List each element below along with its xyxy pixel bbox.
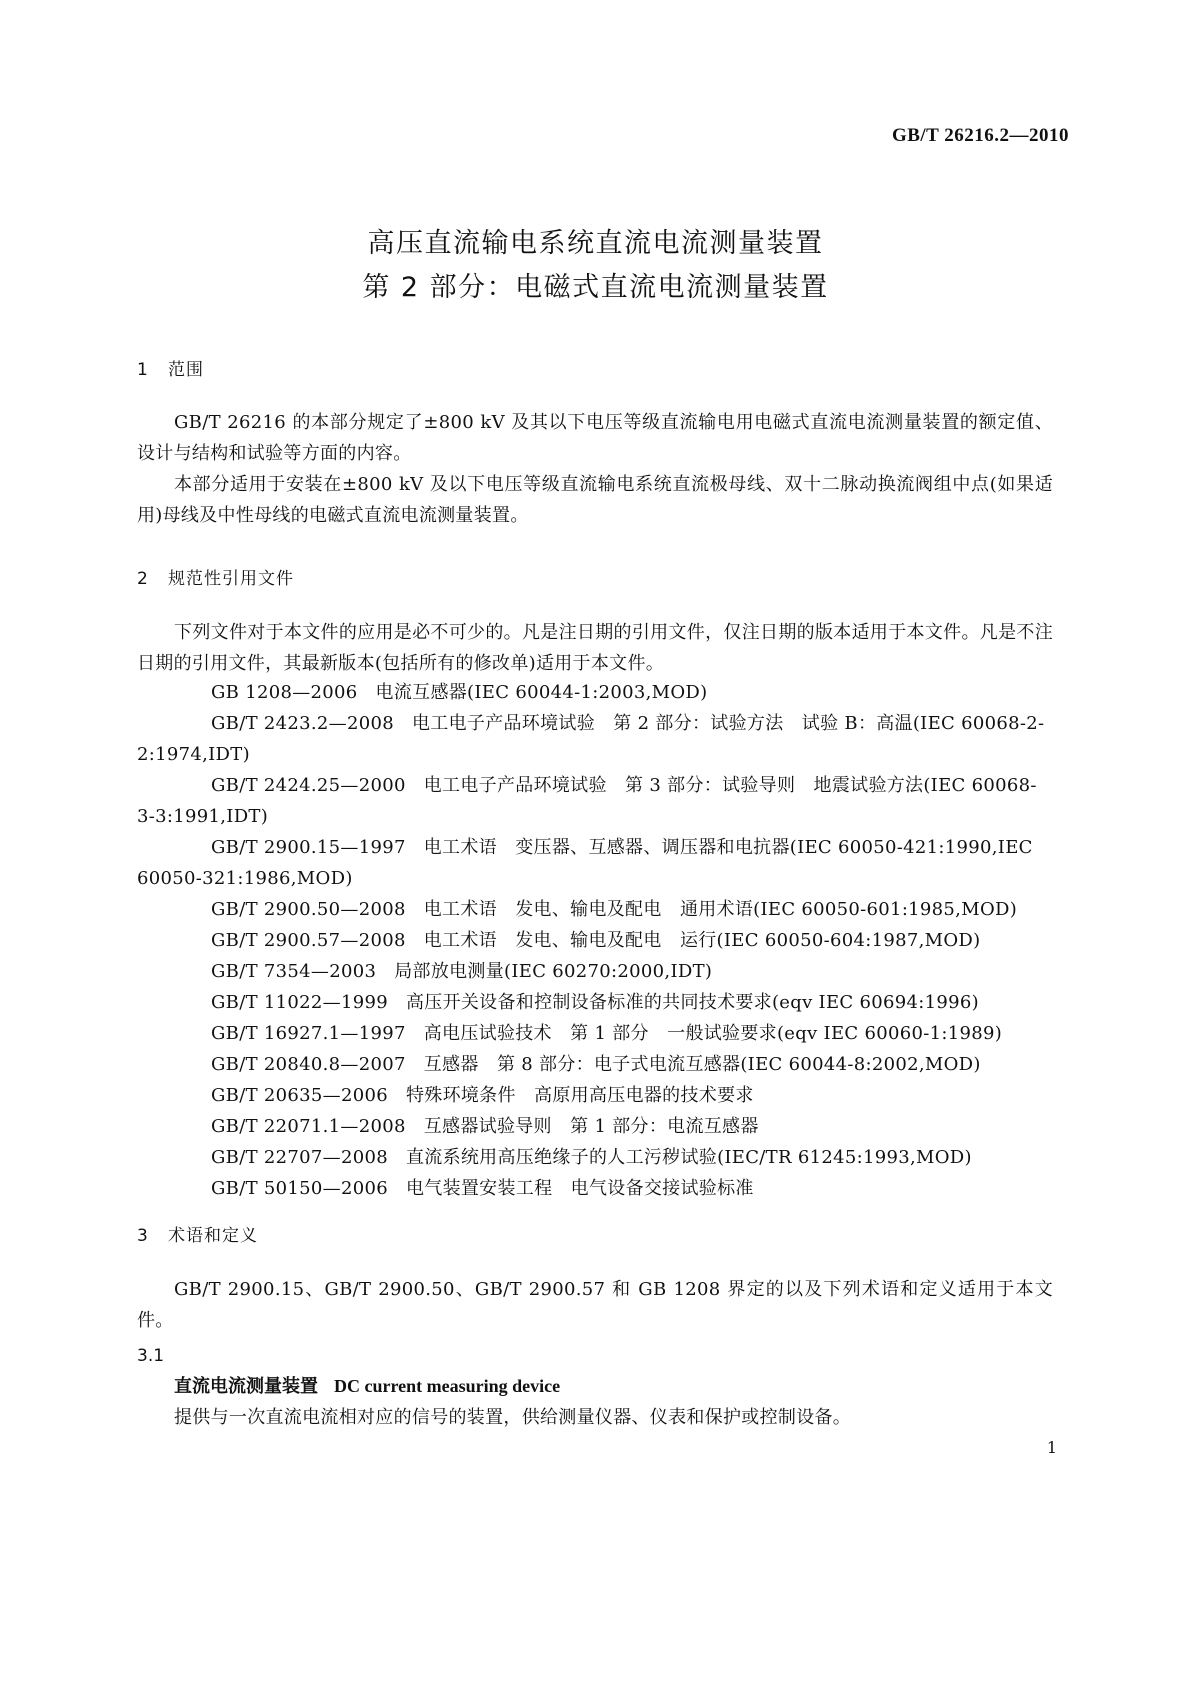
reference-code: GB/T 2900.57—2008 [211, 930, 406, 951]
reference-title: 电工术语 变压器、互感器、调压器和电抗器(IEC 60050-421:1990,IEC 60050-321:1986,MOD) [137, 837, 1033, 889]
term-number: 3.1 [137, 1346, 165, 1366]
section-2-intro: 下列文件对于本文件的应用是必不可少的。凡是注日期的引用文件，仅注日期的版本适用于本文件。凡是不注日期的引用文件，其最新版本(包括所有的修改单)适用于本文件。 [137, 622, 1053, 674]
section-3-heading [137, 1221, 258, 1246]
section-title: 规范性引用文件 [168, 569, 294, 589]
reference-item [137, 708, 1053, 770]
section-number: 1 [137, 360, 149, 380]
reference-item [137, 1080, 1053, 1111]
page-number: 1 [1046, 1438, 1057, 1457]
document-title [0, 222, 1191, 310]
reference-code: GB/T 50150—2006 [211, 1178, 388, 1199]
section-number: 2 [137, 569, 149, 589]
section-1-paragraph-1: GB/T 26216 的本部分规定了±800 kV 及其以下电压等级直流输电用电磁式直流电流测量装置的额定值、设计与结构和试验等方面的内容。 [137, 412, 1053, 464]
reference-code: GB/T 20635—2006 [211, 1085, 388, 1106]
term-definition: 提供与一次直流电流相对应的信号的装置，供给测量仪器、仪表和保护或控制设备。 [174, 1407, 852, 1428]
reference-code: GB/T 11022—1999 [211, 992, 388, 1013]
reference-title: 直流系统用高压绝缘子的人工污秽试验(IEC/TR 61245:1993,MOD) [405, 1147, 972, 1168]
reference-title: 电工术语 发电、输电及配电 运行(IEC 60050-604:1987,MOD) [423, 930, 981, 951]
section-number: 3 [137, 1226, 149, 1246]
section-1-heading [137, 355, 204, 380]
reference-item [137, 832, 1053, 894]
section-2-heading [137, 564, 294, 589]
reference-item [137, 956, 1053, 987]
reference-title: 高电压试验技术 第 1 部分 一般试验要求(eqv IEC 60060-1:1989) [423, 1023, 1003, 1044]
reference-item [137, 894, 1053, 925]
term-name [174, 1372, 560, 1398]
reference-title: 局部放电测量(IEC 60270:2000,IDT) [394, 961, 713, 982]
reference-item [137, 987, 1053, 1018]
section-3-intro: GB/T 2900.15、GB/T 2900.50、GB/T 2900.57 和 GB 1208 界定的以及下列术语和定义适用于本文件。 [137, 1279, 1053, 1331]
reference-title: 电工电子产品环境试验 第 2 部分：试验方法 试验 B：高温(IEC 60068-2-2:1974,IDT) [137, 713, 1045, 765]
section-title: 范围 [168, 360, 204, 380]
title-line-1: 高压直流输电系统直流电流测量装置 [367, 228, 824, 259]
term-name-zh: 直流电流测量装置 [174, 1376, 318, 1397]
reference-code: GB/T 22071.1—2008 [211, 1116, 406, 1137]
reference-code: GB/T 2423.2—2008 [211, 713, 394, 734]
reference-item [137, 1111, 1053, 1142]
reference-list [137, 677, 1053, 1204]
reference-code: GB/T 16927.1—1997 [211, 1023, 406, 1044]
reference-code: GB 1208—2006 [211, 682, 358, 703]
reference-item [137, 677, 1053, 708]
reference-code: GB/T 22707—2008 [211, 1147, 388, 1168]
section-title: 术语和定义 [168, 1226, 258, 1246]
reference-item [137, 1142, 1053, 1173]
reference-title: 电气装置安装工程 电气设备交接试验标准 [405, 1178, 754, 1199]
reference-code: GB/T 2900.15—1997 [211, 837, 406, 858]
reference-title: 特殊环境条件 高原用高压电器的技术要求 [405, 1085, 754, 1106]
reference-code: GB/T 2900.50—2008 [211, 899, 406, 920]
reference-title: 互感器试验导则 第 1 部分：电流互感器 [423, 1116, 759, 1137]
reference-title: 电工电子产品环境试验 第 3 部分：试验导则 地震试验方法(IEC 60068-3-3:1991,IDT) [137, 775, 1037, 827]
reference-code: GB/T 7354—2003 [211, 961, 377, 982]
reference-title: 高压开关设备和控制设备标准的共同技术要求(eqv IEC 60694:1996) [405, 992, 979, 1013]
term-name-en: DC current measuring device [334, 1376, 561, 1396]
standard-code: GB/T 26216.2—2010 [891, 125, 1069, 146]
reference-title: 电工术语 发电、输电及配电 通用术语(IEC 60050-601:1985,MOD) [423, 899, 1018, 920]
section-1-paragraph-2: 本部分适用于安装在±800 kV 及以下电压等级直流输电系统直流极母线、双十二脉动换流阀组中点(如果适用)母线及中性母线的电磁式直流电流测量装置。 [137, 474, 1053, 526]
reference-item [137, 1049, 1053, 1080]
reference-title: 电流互感器(IEC 60044-1:2003,MOD) [375, 682, 708, 703]
reference-title: 互感器 第 8 部分：电子式电流互感器(IEC 60044-8:2002,MOD) [423, 1054, 981, 1075]
reference-item [137, 1018, 1053, 1049]
title-line-2: 第 2 部分：电磁式直流电流测量装置 [362, 272, 829, 303]
reference-item [137, 1173, 1053, 1204]
reference-code: GB/T 20840.8—2007 [211, 1054, 406, 1075]
reference-code: GB/T 2424.25—2000 [211, 775, 406, 796]
reference-item [137, 925, 1053, 956]
reference-item [137, 770, 1053, 832]
